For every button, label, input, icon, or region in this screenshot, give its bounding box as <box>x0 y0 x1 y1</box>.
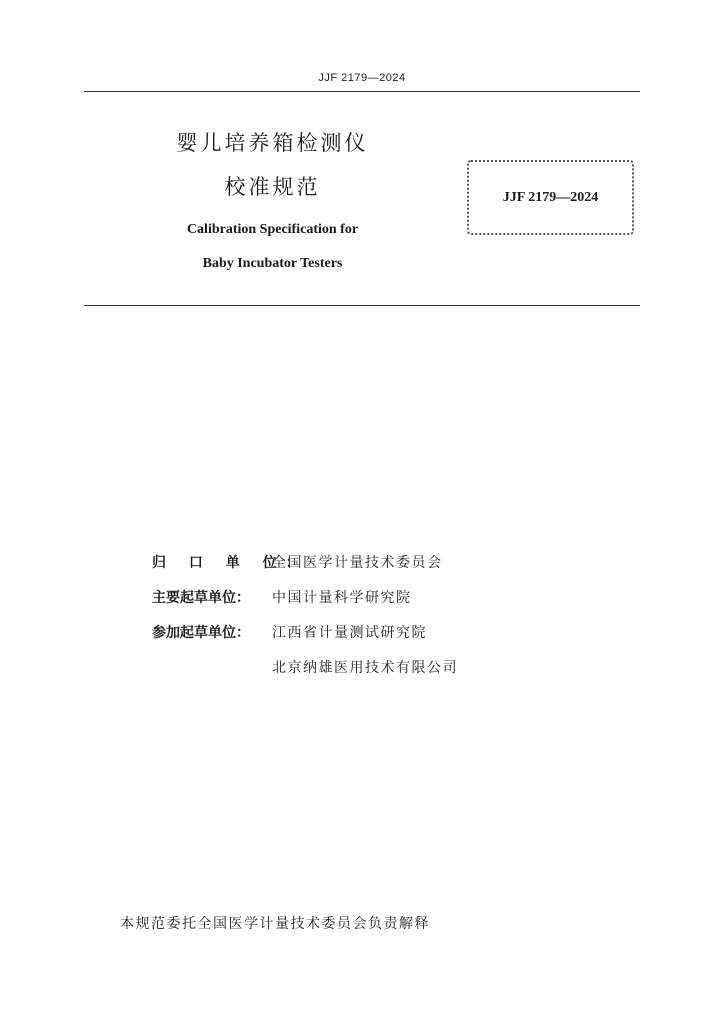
standard-code: JJF 2179—2024 <box>502 189 599 205</box>
participant-label: 参加起草单位： <box>152 625 250 641</box>
title-chinese-line-1: 婴儿培养箱检测仪 <box>176 131 369 155</box>
title-chinese-line-2: 校准规范 <box>224 175 321 199</box>
title-english-line-2: Baby Incubator Testers <box>202 256 343 271</box>
info-row-main-drafter <box>152 587 622 611</box>
standard-code-box <box>467 160 634 235</box>
main-drafter-value: 中国计量科学研究院 <box>272 590 412 606</box>
participant-value-1: 江西省计量测试研究院 <box>272 625 427 641</box>
title-english-line-1: Calibration Specification for <box>186 222 359 237</box>
title-block <box>100 128 445 274</box>
owner-label: 归 口 单 位： <box>152 555 309 571</box>
drafting-info <box>152 552 622 692</box>
header-standard-code: JJF 2179—2024 <box>318 72 406 84</box>
info-row-participant-continued <box>152 657 622 681</box>
top-divider <box>84 91 640 92</box>
main-drafter-label: 主要起草单位： <box>152 590 250 606</box>
info-row-participant <box>152 622 622 646</box>
bottom-divider <box>84 305 640 306</box>
participant-value-2: 北京纳雄医用技术有限公司 <box>272 660 458 676</box>
owner-value: 全国医学计量技术委员会 <box>272 555 443 571</box>
interpretation-note: 本规范委托全国医学计量技术委员会负责解释 <box>120 916 430 932</box>
info-row-owner <box>152 552 622 576</box>
